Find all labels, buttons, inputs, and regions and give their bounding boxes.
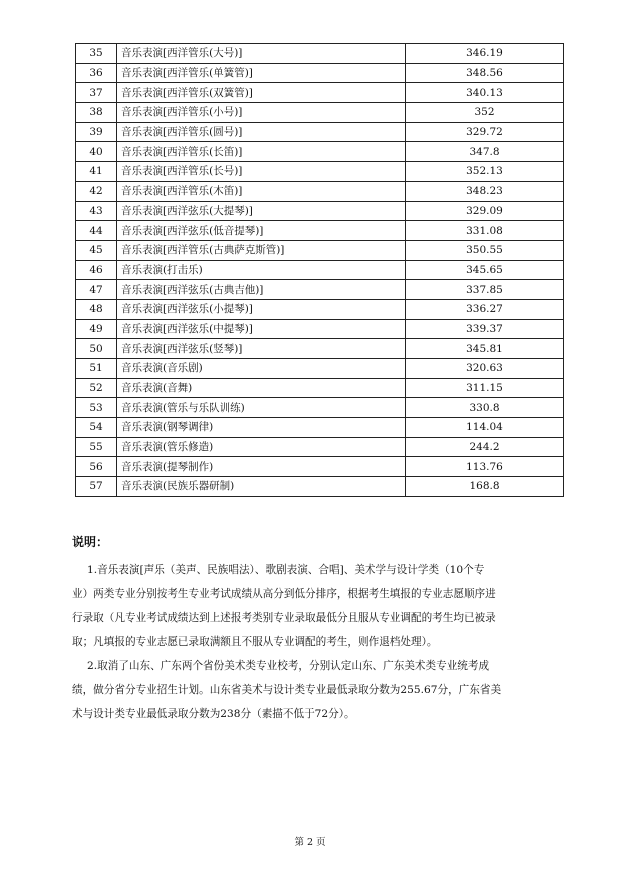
min-score: 352.13: [406, 162, 564, 182]
note-2-line-2: 绩，做分省分专业招生计划。山东省美术与设计类专业最低录取分数为255.67分，广东省美: [72, 684, 502, 696]
min-score: 329.72: [406, 122, 564, 142]
row-number: 50: [76, 339, 117, 359]
row-number: 37: [76, 83, 117, 103]
row-number: 57: [76, 477, 117, 497]
major-name: 音乐表演[西洋弦乐(中提琴)]: [117, 319, 406, 339]
min-score: 114.04: [406, 418, 564, 438]
major-name: 音乐表演[西洋管乐(木笛)]: [117, 181, 406, 201]
min-score: 339.37: [406, 319, 564, 339]
table-row: [76, 103, 564, 123]
major-name: 音乐表演[西洋管乐(古典萨克斯管)]: [117, 240, 406, 260]
row-number: 45: [76, 240, 117, 260]
admission-score-table: [75, 43, 564, 497]
table-row: [76, 299, 564, 319]
min-score: 350.55: [406, 240, 564, 260]
min-score: 311.15: [406, 378, 564, 398]
note-paragraph-1: [72, 558, 557, 654]
major-name: 音乐表演[西洋弦乐(古典吉他)]: [117, 280, 406, 300]
min-score: 330.8: [406, 398, 564, 418]
table-row: [76, 181, 564, 201]
page-number: 第 2 页: [294, 837, 326, 848]
table-row: [76, 44, 564, 64]
min-score: 346.19: [406, 44, 564, 64]
table-row: [76, 201, 564, 221]
table-row: [76, 260, 564, 280]
major-name: 音乐表演(音乐剧): [117, 359, 406, 379]
table-row: [76, 280, 564, 300]
row-number: 46: [76, 260, 117, 280]
note-1-line-4: 取；凡填报的专业志愿已录取满额且不服从专业调配的考生，则作退档处理）。: [72, 636, 438, 648]
major-name: 音乐表演[西洋管乐(双簧管)]: [117, 83, 406, 103]
row-number: 48: [76, 299, 117, 319]
note-paragraph-2: [72, 654, 557, 726]
table-row: [76, 122, 564, 142]
major-name: 音乐表演[西洋管乐(单簧管)]: [117, 63, 406, 83]
row-number: 40: [76, 142, 117, 162]
min-score: 336.27: [406, 299, 564, 319]
row-number: 44: [76, 221, 117, 241]
table-row: [76, 221, 564, 241]
table-row: [76, 359, 564, 379]
note-2-line-3: 术与设计类专业最低录取分数为238分（素描不低于72分）。: [72, 708, 355, 720]
major-name: 音乐表演[西洋弦乐(低音提琴)]: [117, 221, 406, 241]
table-row: [76, 418, 564, 438]
row-number: 54: [76, 418, 117, 438]
major-name: 音乐表演[西洋弦乐(小提琴)]: [117, 299, 406, 319]
min-score: 345.65: [406, 260, 564, 280]
table-row: [76, 339, 564, 359]
major-name: 音乐表演(提琴制作): [117, 457, 406, 477]
min-score: 348.56: [406, 63, 564, 83]
table-row: [76, 83, 564, 103]
min-score: 113.76: [406, 457, 564, 477]
major-name: 音乐表演(音舞): [117, 378, 406, 398]
row-number: 47: [76, 280, 117, 300]
major-name: 音乐表演(管乐修造): [117, 437, 406, 457]
row-number: 53: [76, 398, 117, 418]
min-score: 340.13: [406, 83, 564, 103]
major-name: 音乐表演[西洋管乐(大号)]: [117, 44, 406, 64]
table-row: [76, 319, 564, 339]
table-row: [76, 477, 564, 497]
min-score: 320.63: [406, 359, 564, 379]
row-number: 55: [76, 437, 117, 457]
table-row: [76, 142, 564, 162]
row-number: 41: [76, 162, 117, 182]
table-row: [76, 240, 564, 260]
min-score: 337.85: [406, 280, 564, 300]
min-score: 168.8: [406, 477, 564, 497]
table-row: [76, 63, 564, 83]
min-score: 347.8: [406, 142, 564, 162]
row-number: 39: [76, 122, 117, 142]
row-number: 42: [76, 181, 117, 201]
note-2-line-1: 2.取消了山东、广东两个省份美术类专业校考，分别认定山东、广东美术类专业统考成: [87, 660, 490, 672]
note-1-line-1: 1.音乐表演[声乐（美声、民族唱法）、歌剧表演、合唱]、美术学与设计学类（10个专: [87, 564, 485, 576]
row-number: 35: [76, 44, 117, 64]
major-name: 音乐表演(民族乐器研制): [117, 477, 406, 497]
note-1-line-2: 业）两类专业分别按考生专业考试成绩从高分到低分排序，根据考生填报的专业志愿顺序进: [72, 588, 496, 600]
table-row: [76, 398, 564, 418]
min-score: 331.08: [406, 221, 564, 241]
major-name: 音乐表演(打击乐): [117, 260, 406, 280]
min-score: 244.2: [406, 437, 564, 457]
table-row: [76, 162, 564, 182]
row-number: 36: [76, 63, 117, 83]
major-name: 音乐表演[西洋管乐(长笛)]: [117, 142, 406, 162]
major-name: 音乐表演[西洋管乐(长号)]: [117, 162, 406, 182]
min-score: 352: [406, 103, 564, 123]
row-number: 51: [76, 359, 117, 379]
table-row: [76, 437, 564, 457]
row-number: 38: [76, 103, 117, 123]
min-score: 345.81: [406, 339, 564, 359]
table-row: [76, 378, 564, 398]
note-1-line-3: 行录取（凡专业考试成绩达到上述报考类别专业录取最低分且服从专业调配的考生均已被录: [72, 612, 496, 624]
notes-title: 说明：: [72, 535, 109, 549]
table-row: [76, 457, 564, 477]
row-number: 43: [76, 201, 117, 221]
major-name: 音乐表演[西洋弦乐(大提琴)]: [117, 201, 406, 221]
major-name: 音乐表演[西洋管乐(小号)]: [117, 103, 406, 123]
min-score: 329.09: [406, 201, 564, 221]
major-name: 音乐表演[西洋弦乐(竖琴)]: [117, 339, 406, 359]
major-name: 音乐表演(钢琴调律): [117, 418, 406, 438]
row-number: 52: [76, 378, 117, 398]
row-number: 56: [76, 457, 117, 477]
row-number: 49: [76, 319, 117, 339]
major-name: 音乐表演[西洋管乐(圆号)]: [117, 122, 406, 142]
major-name: 音乐表演(管乐与乐队训练): [117, 398, 406, 418]
min-score: 348.23: [406, 181, 564, 201]
